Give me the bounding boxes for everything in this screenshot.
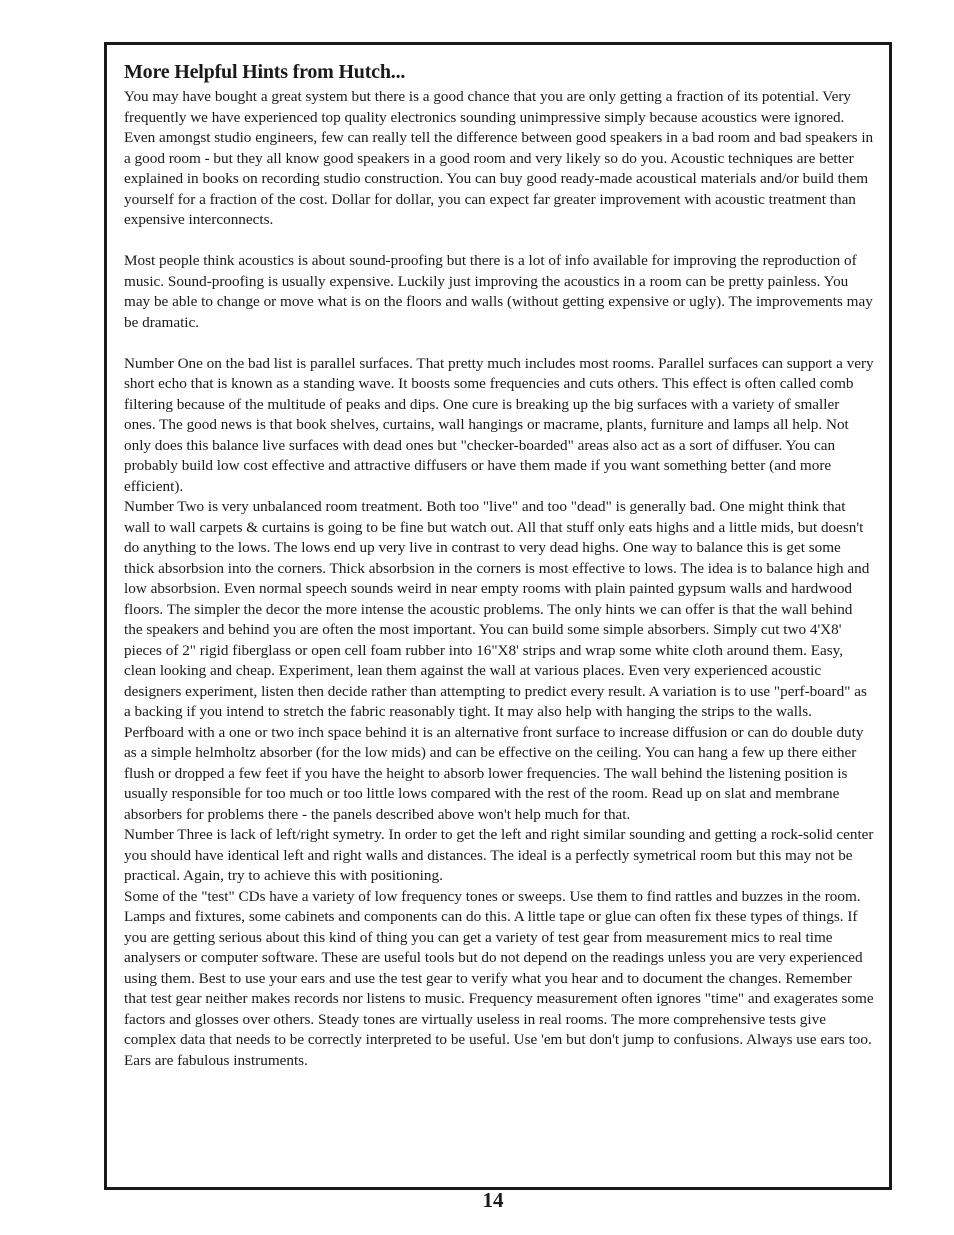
- paragraph-intro: You may have bought a great system but there is a good chance that you are only getting a fraction of its potential. Very frequently we have experienced top quality electronics sounding unimpressive simply because acoustics were ignored. Even amongst studio engineers, few can really tell the difference between good speakers in a bad room and bad speakers in a good room - but they all know good speakers in a good room and very likely so do you. Acoustic techniques are better explained in books on recording studio construction. You can buy good ready-made acoustical materials and/or build them yourself for a fraction of the cost. Dollar for dollar, you can expect far greater improvement with acoustic treatment than expensive interconnects.: [124, 88, 874, 228]
- paragraph-spacer: [124, 333, 874, 354]
- page-number: 14: [482, 1188, 504, 1212]
- paragraph-spacer: [124, 231, 874, 252]
- paragraph-number-two: Number Two is very unbalanced room treatment. Both too "live" and too "dead" is generally bad. One might think that wall to wall carpets & curtains is going to be fine but watch out. All that stuff only eats highs and a little mids, but doesn't do anything to the lows. The lows end up very live in contrast to very dead highs. One way to balance this is get some thick absorbsion into the corners. Thick absorbsion in the corners is most effective to lows. The idea is to balance high and low absorbsion. Even normal speech sounds weird in near empty rooms with plain painted gypsum walls and hardwood floors. The simpler the decor the more intense the acoustic problems. The only hints we can offer is that the wall behind the speakers and behind you are often the most important. You can build some simple absorbers. Simply cut two 4'X8' pieces of 2" rigid fiberglass or open cell foam rubber into 16"X8' strips and wrap some white cloth around them. Easy, clean looking and cheap. Experiment, lean them against the wall at various places. Even very experienced acoustic designers experiment, listen then decide rather than attempting to predict every result. A variation is to use "perf-board" as a backing if you intend to stretch the fabric reasonably tight. It may also help with hanging the strips to the walls. Perfboard with a one or two inch space behind it is an alternative front surface to increase diffusion or can do double duty as a simple helmholtz absorber (for the low mids) and can be effective on the ceiling. You can hang a few up there either flush or dropped a few feet if you have the height to absorb lower frequencies. The wall behind the listening position is usually responsible for too much or too little lows compared with the rest of the room. Read up on slat and membrane absorbers for problems there - the panels described above won't help much for that.: [124, 498, 870, 823]
- paragraph-acoustics: Most people think acoustics is about sound-proofing but there is a lot of info available for improving the reproduction of music. Sound-proofing is usually expensive. Luckily just improving the acoustics in a room can be pretty painless. You may be able to change or move what is on the floors and walls (without getting expensive or ugly). The improvements may be dramatic.: [124, 252, 873, 331]
- content-frame: [104, 42, 892, 1190]
- paragraph-test-cds: Some of the "test" CDs have a variety of low frequency tones or sweeps. Use them to find rattles and buzzes in the room. Lamps and fixtures, some cabinets and components can do this. A little tape or glue can often fix these types of things. If you are getting serious about this kind of thing you can get a variety of test gear from measurement mics to real time analysers or computer software. These are useful tools but do not depend on the readings unless you are very experienced using them. Best to use your ears and use the test gear to verify what you hear and to document the changes. Remember that test gear neither makes records nor listens to music. Frequency measurement often ignores "time" and exagerates some factors and glosses over others. Steady tones are virtually useless in real rooms. The more comprehensive tests give complex data that needs to be correctly interpreted to be useful. Use 'em but don't jump to confusions. Always use ears too. Ears are fabulous instruments.: [124, 887, 874, 1069]
- article-body: [124, 59, 874, 1071]
- paragraph-number-one: Number One on the bad list is parallel surfaces. That pretty much includes most rooms. Parallel surfaces can support a very short echo that is known as a standing wave. It boosts some frequencies and cuts others. This effect is often called comb filtering because of the multitude of peaks and dips. One cure is breaking up the big surfaces with a variety of smaller ones. The good news is that book shelves, curtains, wall hangings or macrame, plants, furniture and lamps all help. Not only does this balance live surfaces with dead ones but "checker-boarded" areas also act as a sort of diffuser. You can probably build low cost effective and attractive diffusers or have them made if you want something better (and more efficient).: [124, 354, 874, 495]
- paragraph-number-three: Number Three is lack of left/right symetry. In order to get the left and right similar sounding and getting a rock-solid center you should have identical left and right walls and distances. The ideal is a perfectly symetrical room but this may not be practical. Again, try to achieve this with positioning.: [124, 826, 874, 884]
- article-title: More Helpful Hints from Hutch...: [124, 61, 406, 83]
